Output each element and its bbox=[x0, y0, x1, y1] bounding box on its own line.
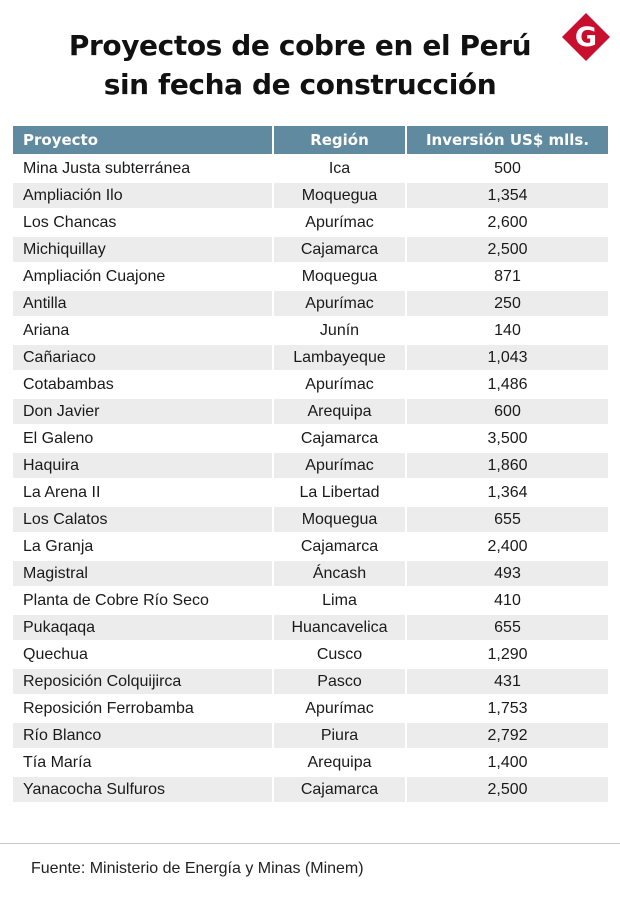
column-header-region: Región bbox=[274, 126, 407, 154]
cell-proyecto: Michiquillay bbox=[13, 235, 274, 262]
cell-inversion: 655 bbox=[407, 613, 608, 640]
cell-inversion: 2,600 bbox=[407, 208, 608, 235]
cell-region: Cajamarca bbox=[274, 235, 407, 262]
table-row bbox=[13, 748, 608, 775]
cell-inversion: 1,354 bbox=[407, 181, 608, 208]
cell-inversion: 1,364 bbox=[407, 478, 608, 505]
table-row bbox=[13, 181, 608, 208]
cell-region: Cajamarca bbox=[274, 424, 407, 451]
column-header-proyecto: Proyecto bbox=[13, 126, 274, 154]
cell-inversion: 871 bbox=[407, 262, 608, 289]
cell-proyecto: El Galeno bbox=[13, 424, 274, 451]
cell-inversion: 410 bbox=[407, 586, 608, 613]
cell-region: Cusco bbox=[274, 640, 407, 667]
page-title bbox=[0, 26, 600, 104]
cell-proyecto: La Arena II bbox=[13, 478, 274, 505]
table-row bbox=[13, 451, 608, 478]
cell-inversion: 3,500 bbox=[407, 424, 608, 451]
table-row bbox=[13, 289, 608, 316]
cell-region: Apurímac bbox=[274, 208, 407, 235]
cell-region: Lambayeque bbox=[274, 343, 407, 370]
column-header-inversion: Inversión US$ mlls. bbox=[407, 126, 608, 154]
source-note: Fuente: Ministerio de Energía y Minas (Minem) bbox=[31, 860, 364, 877]
table-row bbox=[13, 559, 608, 586]
table-row bbox=[13, 343, 608, 370]
cell-inversion: 500 bbox=[407, 154, 608, 181]
cell-region: Ica bbox=[274, 154, 407, 181]
cell-proyecto: Yanacocha Sulfuros bbox=[13, 775, 274, 802]
cell-proyecto: Magistral bbox=[13, 559, 274, 586]
cell-inversion: 1,753 bbox=[407, 694, 608, 721]
cell-region: Huancavelica bbox=[274, 613, 407, 640]
cell-inversion: 2,792 bbox=[407, 721, 608, 748]
cell-region: Moquegua bbox=[274, 505, 407, 532]
cell-inversion: 1,400 bbox=[407, 748, 608, 775]
cell-proyecto: Mina Justa subterránea bbox=[13, 154, 274, 181]
cell-region: Apurímac bbox=[274, 370, 407, 397]
table-row bbox=[13, 397, 608, 424]
cell-inversion: 1,043 bbox=[407, 343, 608, 370]
cell-inversion: 600 bbox=[407, 397, 608, 424]
table-row bbox=[13, 613, 608, 640]
cell-inversion: 2,500 bbox=[407, 235, 608, 262]
cell-proyecto: Cañariaco bbox=[13, 343, 274, 370]
cell-region: Apurímac bbox=[274, 694, 407, 721]
table-body bbox=[13, 154, 608, 802]
cell-inversion: 1,486 bbox=[407, 370, 608, 397]
table-row bbox=[13, 370, 608, 397]
table-row bbox=[13, 721, 608, 748]
table-row bbox=[13, 775, 608, 802]
table-row bbox=[13, 667, 608, 694]
table-row bbox=[13, 208, 608, 235]
gestion-logo-icon bbox=[561, 12, 611, 62]
table-row bbox=[13, 424, 608, 451]
cell-region: Arequipa bbox=[274, 748, 407, 775]
cell-region: Moquegua bbox=[274, 262, 407, 289]
cell-region: Apurímac bbox=[274, 289, 407, 316]
cell-inversion: 1,860 bbox=[407, 451, 608, 478]
table-row bbox=[13, 586, 608, 613]
cell-region: Áncash bbox=[274, 559, 407, 586]
title-line-2: sin fecha de construcción bbox=[103, 68, 497, 101]
table-row bbox=[13, 235, 608, 262]
cell-proyecto: La Granja bbox=[13, 532, 274, 559]
cell-proyecto: Quechua bbox=[13, 640, 274, 667]
table-row bbox=[13, 505, 608, 532]
cell-inversion: 431 bbox=[407, 667, 608, 694]
cell-proyecto: Ariana bbox=[13, 316, 274, 343]
cell-region: Pasco bbox=[274, 667, 407, 694]
cell-inversion: 1,290 bbox=[407, 640, 608, 667]
cell-proyecto: Haquira bbox=[13, 451, 274, 478]
cell-proyecto: Ampliación Ilo bbox=[13, 181, 274, 208]
table-row bbox=[13, 694, 608, 721]
cell-region: Apurímac bbox=[274, 451, 407, 478]
table-row bbox=[13, 478, 608, 505]
cell-region: Piura bbox=[274, 721, 407, 748]
cell-proyecto: Tía María bbox=[13, 748, 274, 775]
cell-proyecto: Los Calatos bbox=[13, 505, 274, 532]
cell-region: Arequipa bbox=[274, 397, 407, 424]
table-row bbox=[13, 154, 608, 181]
logo-letter: G bbox=[574, 22, 598, 53]
cell-proyecto: Ampliación Cuajone bbox=[13, 262, 274, 289]
cell-inversion: 140 bbox=[407, 316, 608, 343]
table-row bbox=[13, 640, 608, 667]
footer-divider bbox=[0, 843, 620, 844]
cell-proyecto: Pukaqaqa bbox=[13, 613, 274, 640]
cell-inversion: 2,400 bbox=[407, 532, 608, 559]
cell-inversion: 493 bbox=[407, 559, 608, 586]
cell-region: Moquegua bbox=[274, 181, 407, 208]
cell-inversion: 2,500 bbox=[407, 775, 608, 802]
table-header-row bbox=[13, 126, 608, 154]
table-row bbox=[13, 316, 608, 343]
cell-inversion: 655 bbox=[407, 505, 608, 532]
table-row bbox=[13, 532, 608, 559]
cell-proyecto: Antilla bbox=[13, 289, 274, 316]
cell-region: Junín bbox=[274, 316, 407, 343]
cell-inversion: 250 bbox=[407, 289, 608, 316]
cell-proyecto: Planta de Cobre Río Seco bbox=[13, 586, 274, 613]
cell-region: Cajamarca bbox=[274, 775, 407, 802]
cell-proyecto: Reposición Ferrobamba bbox=[13, 694, 274, 721]
cell-proyecto: Reposición Colquijirca bbox=[13, 667, 274, 694]
cell-proyecto: Río Blanco bbox=[13, 721, 274, 748]
copper-projects-table bbox=[13, 126, 608, 802]
table-row bbox=[13, 262, 608, 289]
title-line-1: Proyectos de cobre en el Perú bbox=[68, 29, 532, 62]
cell-proyecto: Cotabambas bbox=[13, 370, 274, 397]
cell-proyecto: Los Chancas bbox=[13, 208, 274, 235]
cell-region: La Libertad bbox=[274, 478, 407, 505]
cell-proyecto: Don Javier bbox=[13, 397, 274, 424]
cell-region: Cajamarca bbox=[274, 532, 407, 559]
cell-region: Lima bbox=[274, 586, 407, 613]
